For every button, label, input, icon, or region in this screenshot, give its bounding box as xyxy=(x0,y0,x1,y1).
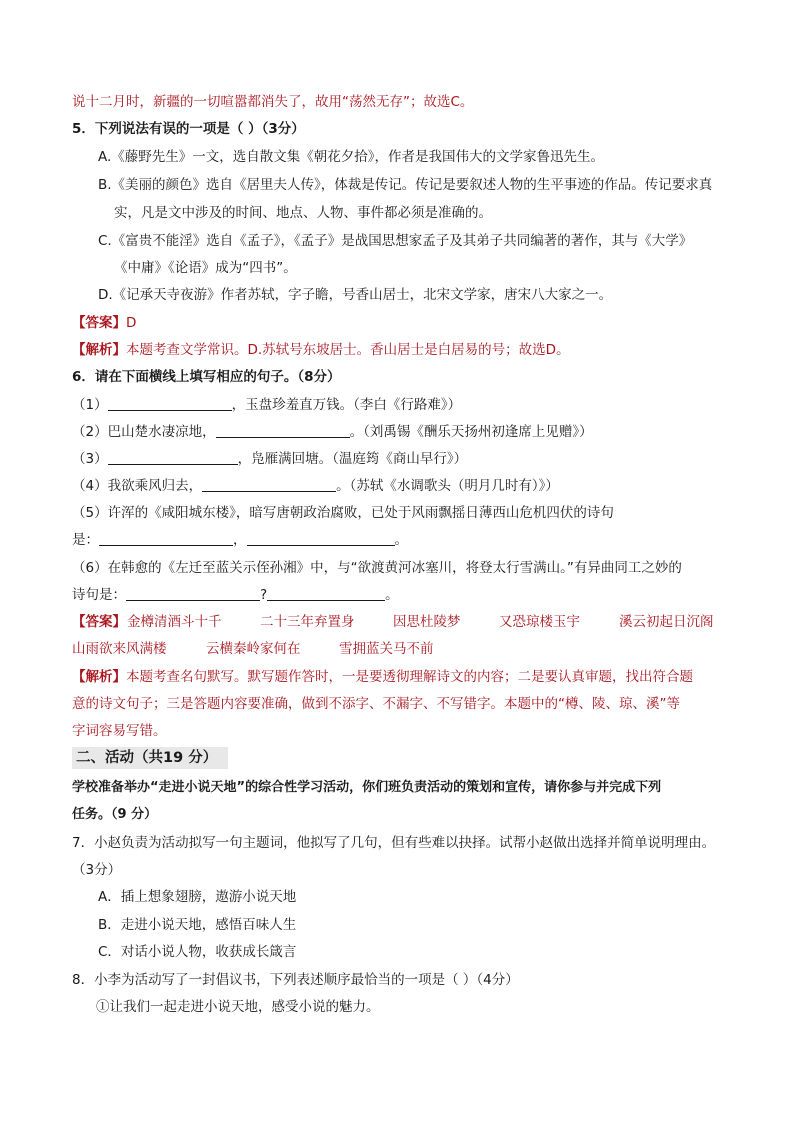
answer-item: 雪拥蓝关马不前 xyxy=(339,641,434,657)
item-text: 是： xyxy=(72,532,99,548)
item-text: 。 xyxy=(394,532,408,548)
question-7-option-c: C．对话小说人物，收获成长箴言 xyxy=(98,944,297,960)
question-6-item-3 xyxy=(72,450,467,468)
answer-item: 云横秦岭家何在 xyxy=(206,641,301,657)
item-text: 巴山楚水凄凉地， xyxy=(107,424,216,440)
item-text: 我欲乘风归去， xyxy=(107,478,203,494)
question-5-option-c-cont: 《中庸》《论语》成为“四书”。 xyxy=(114,260,297,276)
question-6-item-5: （5）许浑的《咸阳城东楼》，暗写唐朝政治腐败，已处于风雨飘摇日薄西山危机四伏的诗句 xyxy=(72,505,614,521)
fill-blank[interactable] xyxy=(126,586,260,601)
question-6-item-1 xyxy=(72,396,461,414)
question-6-analysis xyxy=(72,668,693,686)
item-text: ? xyxy=(260,587,268,603)
answer-item: 因思杜陵梦 xyxy=(393,614,461,630)
question-6-item-6-blanks xyxy=(72,586,399,604)
item-text: 诗句是： xyxy=(72,587,126,603)
question-6-item-4 xyxy=(72,477,559,495)
section-heading: 二、活动（共19 分） xyxy=(72,747,228,769)
activity-intro-cont: 任务。（9 分） xyxy=(72,807,158,822)
question-5-option-b: B.《美丽的颜色》选自《居里夫人传》，体裁是传记。传记是要叙述人物的生平事迹的作品。传记要求真 xyxy=(98,177,713,193)
answer-item: 又恐琼楼玉宇 xyxy=(499,614,580,630)
item-number: （1） xyxy=(72,397,108,413)
question-8-stem: 8．小李为活动写了一封倡议书，下列表述顺序最恰当的一项是（ ）（4分） xyxy=(72,972,519,988)
answer-item: 金樽清酒斗十千 xyxy=(127,614,222,630)
answer-item: 山雨欲来风满楼 xyxy=(72,641,167,657)
question-7-option-b: B．走进小说天地，感悟百味人生 xyxy=(98,917,297,933)
question-5-analysis xyxy=(72,341,570,359)
question-6-analysis-cont: 字词容易写错。 xyxy=(72,723,167,739)
fill-blank[interactable] xyxy=(267,586,385,601)
question-6-analysis-cont: 意的诗文句子；三是答题内容要准确，做到不添字、不漏字、不写错字。本题中的“樽、陵、琼、溪”等 xyxy=(72,696,680,712)
question-5-option-a: A.《藤野先生》一文，选自散文集《朝花夕拾》，作者是我国伟大的文学家鲁迅先生。 xyxy=(98,149,605,165)
question-6-stem: 6．请在下面横线上填写相应的句子。（8分） xyxy=(72,369,341,385)
item-text: ，凫雁满回塘。（温庭筠《商山早行》） xyxy=(237,451,468,467)
question-5-answer xyxy=(72,314,136,332)
fill-blank[interactable] xyxy=(108,450,238,465)
item-number: （3） xyxy=(72,451,108,467)
item-text: 。（苏轼《水调歌头（明月几时有）》） xyxy=(336,478,559,494)
analysis-tag: 【解析】 xyxy=(72,669,126,685)
item-number: （2） xyxy=(72,424,108,440)
fill-blank[interactable] xyxy=(247,531,395,546)
analysis-tag: 【解析】 xyxy=(72,342,126,358)
item-text: ，玉盘珍羞直万钱。（李白《行路难》） xyxy=(231,397,462,413)
question-6-item-6: （6）在韩愈的《左迁至蓝关示侄孙湘》中，与“欲渡黄河冰塞川，将登太行雪满山。”有异曲同工之妙的 xyxy=(72,560,682,576)
question-6-item-2 xyxy=(72,423,593,441)
item-text: 。（刘禹锡《酬乐天扬州初逢席上见赠》） xyxy=(349,424,593,440)
question-5-option-c: C.《富贵不能淫》选自《孟子》，《孟子》是战国思想家孟子及其弟子共同编著的著作，其与《大学》 xyxy=(98,233,693,249)
item-text: 。 xyxy=(385,587,399,603)
fill-blank[interactable] xyxy=(216,423,350,438)
question-8-item-1: ①让我们一起走进小说天地，感受小说的魅力。 xyxy=(96,999,380,1015)
analysis-text: 本题考查文学常识。D.苏轼号东坡居士。香山居士是白居易的号；故选D。 xyxy=(126,342,570,358)
fill-blank[interactable] xyxy=(108,396,232,411)
answer-value: D xyxy=(126,315,137,331)
fill-blank[interactable] xyxy=(99,531,233,546)
previous-analysis-text: 说十二月时，新疆的一切喧嚣都消失了，故用“荡然无存”；故选C。 xyxy=(72,94,474,110)
activity-intro: 学校准备举办“走进小说天地”的综合性学习活动，你们班负责活动的策划和宣传，请你参与并完成下列 xyxy=(72,780,662,795)
question-7-score: （3分） xyxy=(72,862,122,878)
question-5-option-b-cont: 实，凡是文中涉及的时间、地点、人物、事件都必须是准确的。 xyxy=(114,205,492,221)
question-5-stem: 5．下列说法有误的一项是（ ）（3分） xyxy=(72,121,305,137)
answer-item: 二十三年弃置身 xyxy=(260,614,355,630)
question-5-option-d: D.《记承天寺夜游》作者苏轼，字子瞻，号香山居士，北宋文学家，唐宋八大家之一。 xyxy=(98,287,613,303)
answer-item: 溪云初起日沉阁 xyxy=(619,614,714,630)
question-6-item-5-blanks xyxy=(72,531,408,549)
question-6-answer-tag: 【答案】 xyxy=(72,614,126,630)
question-7-stem: 7．小赵负责为活动拟写一句主题词，他拟写了几句，但有些难以抉择。试帮小赵做出选择并简单说明理由。 xyxy=(72,835,716,851)
item-number: （4） xyxy=(72,478,108,494)
answer-tag: 【答案】 xyxy=(72,315,126,331)
fill-blank[interactable] xyxy=(202,477,336,492)
question-7-option-a: A．插上想象翅膀，遨游小说天地 xyxy=(98,889,297,905)
item-text: ， xyxy=(233,532,247,548)
analysis-text: 本题考查名句默写。默写题作答时，一是要透彻理解诗文的内容；二是要认真审题，找出符合题 xyxy=(126,669,693,685)
